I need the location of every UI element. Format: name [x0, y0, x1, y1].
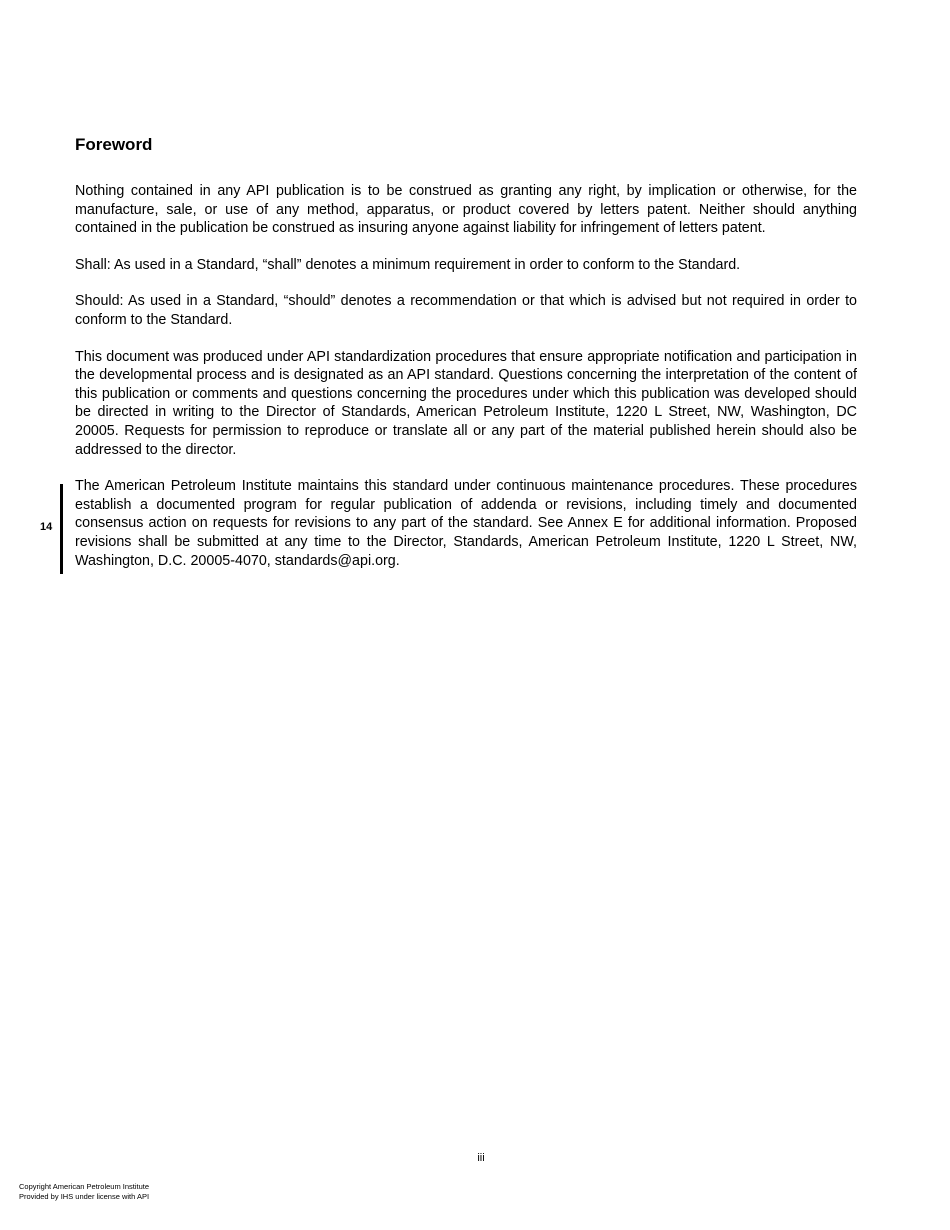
page-title: Foreword: [75, 135, 153, 154]
revision-change-bar: [60, 484, 63, 574]
revision-change-number: 14: [40, 521, 53, 533]
paragraph-shall-definition: Shall: As used in a Standard, “shall” denotes a minimum requirement in order to conform to the Standard.: [75, 256, 741, 273]
paragraph-patent-disclaimer: Nothing contained in any API publication is to be construed as granting any right, by implication or otherwise, for the manufacture, sale, or use of any method, apparatus, or product covered by letters patent. Neither should anything contained in the publication be construed as insuring anyone against liability for infringement of letters patent.: [75, 183, 857, 237]
license-line: Provided by IHS under license with API: [19, 1191, 150, 1201]
paragraph-should-definition: Should: As used in a Standard, “should” denotes a recommendation or that which is advised but not required in order to conform to the Standard.: [75, 293, 857, 328]
paragraph-standardization-procedures: This document was produced under API standardization procedures that ensure appropriate notification and participation in the developmental process and is designated as an API standard. Questions concerning the interpretation of the content of this publication or comments and questions concerning the procedures under which this publication was developed should be directed in writing to the Director of Standards, American Petroleum Institute, 1220 L Street, NW, Washington, DC 20005. Requests for permission to reproduce or translate all or any part of the material published herein should also be addressed to the director.: [75, 348, 857, 458]
copyright-line: Copyright American Petroleum Institute: [19, 1182, 150, 1191]
copyright-notice: [19, 1182, 149, 1201]
foreword-body: [75, 182, 857, 588]
paragraph-continuous-maintenance: The American Petroleum Institute maintains this standard under continuous maintenance procedures. These procedures establish a documented program for regular publication of addenda or revisions, including timely and documented consensus action on requests for revisions to any part of the standard. See Annex E for additional information. Proposed revisions shall be submitted at any time to the Director, Standards, American Petroleum Institute, 1220 L Street, NW, Washington, D.C. 20005-4070, standards@api.org.: [75, 478, 857, 569]
page-number: iii: [477, 1152, 485, 1164]
